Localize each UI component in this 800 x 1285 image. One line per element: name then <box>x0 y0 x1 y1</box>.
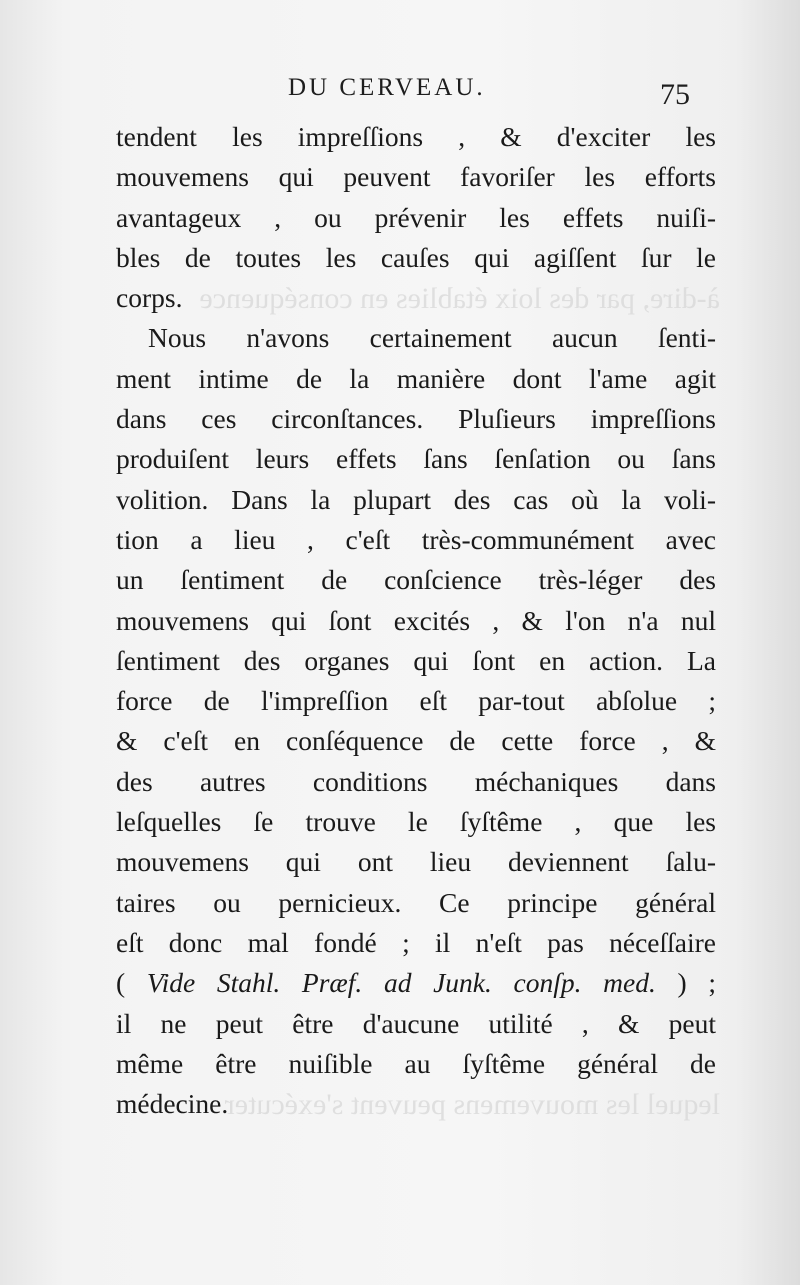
citation-open-paren: ( <box>116 967 126 999</box>
text-line: un ſentiment de conſcience très-léger des <box>116 564 716 596</box>
text-line: avantageux , ou prévenir les effets nuiſi- <box>116 201 716 233</box>
text-line: des autres conditions méchaniques dans <box>116 765 716 797</box>
text-line: ment intime de la manière dont l'ame agit <box>116 362 716 394</box>
text-line: mouvemens qui peuvent favoriſer les efforts <box>116 161 716 193</box>
body-text <box>116 117 716 1124</box>
text-line: dans ces circonſtances. Pluſieurs impreſſions <box>116 403 716 435</box>
text-line: & c'eſt en conſéquence de cette force , & <box>116 725 716 757</box>
bleed-through-text: à-dire, par des loix établies en conséquence <box>199 282 720 315</box>
text-line: leſquelles ſe trouve le ſyſtême , que les <box>116 806 716 838</box>
text-line: mouvemens qui ſont excités , & l'on n'a nul <box>116 604 716 636</box>
citation-close-paren: ) ; <box>677 967 717 999</box>
page-number: 75 <box>660 78 690 111</box>
page-header <box>0 70 800 110</box>
text-line: tendent les impreſſions , & d'exciter les <box>116 121 716 152</box>
citation-reference: Vide Stahl. Præf. ad Junk. conſp. med. <box>146 967 656 999</box>
text-line: corps. <box>116 282 183 314</box>
text-line: mouvemens qui ont lieu deviennent ſalu- <box>116 846 716 878</box>
text-line: eſt donc mal fondé ; il n'eſt pas néceſſaire <box>116 926 716 958</box>
text-line: même être nuiſible au ſyſtême général de <box>116 1047 716 1079</box>
text-line: ſentiment des organes qui ſont en action. La <box>116 644 716 676</box>
text-line: force de l'impreſſion eſt par-tout abſolue ; <box>116 685 716 717</box>
text-line: produiſent leurs effets ſans ſenſation ou ſans <box>116 443 716 475</box>
running-head: DU CERVEAU. <box>288 74 486 101</box>
citation-line <box>116 963 716 1003</box>
text-line: taires ou pernicieux. Ce principe général <box>116 886 716 918</box>
bleed-through-text: lequel les mouvemens peuvent s'exécuter <box>224 1088 720 1121</box>
text-line: tion a lieu , c'eſt très-communément avec <box>116 523 716 555</box>
text-line: médecine. <box>116 1088 229 1120</box>
text-line: volition. Dans la plupart des cas où la voli- <box>116 483 716 515</box>
text-line: il ne peut être d'aucune utilité , & peut <box>116 1007 716 1039</box>
text-line: bles de toutes les cauſes qui agiſſent ſur le <box>116 241 716 273</box>
paragraph-start-line: Nous n'avons certainement aucun ſenti- <box>148 322 716 354</box>
